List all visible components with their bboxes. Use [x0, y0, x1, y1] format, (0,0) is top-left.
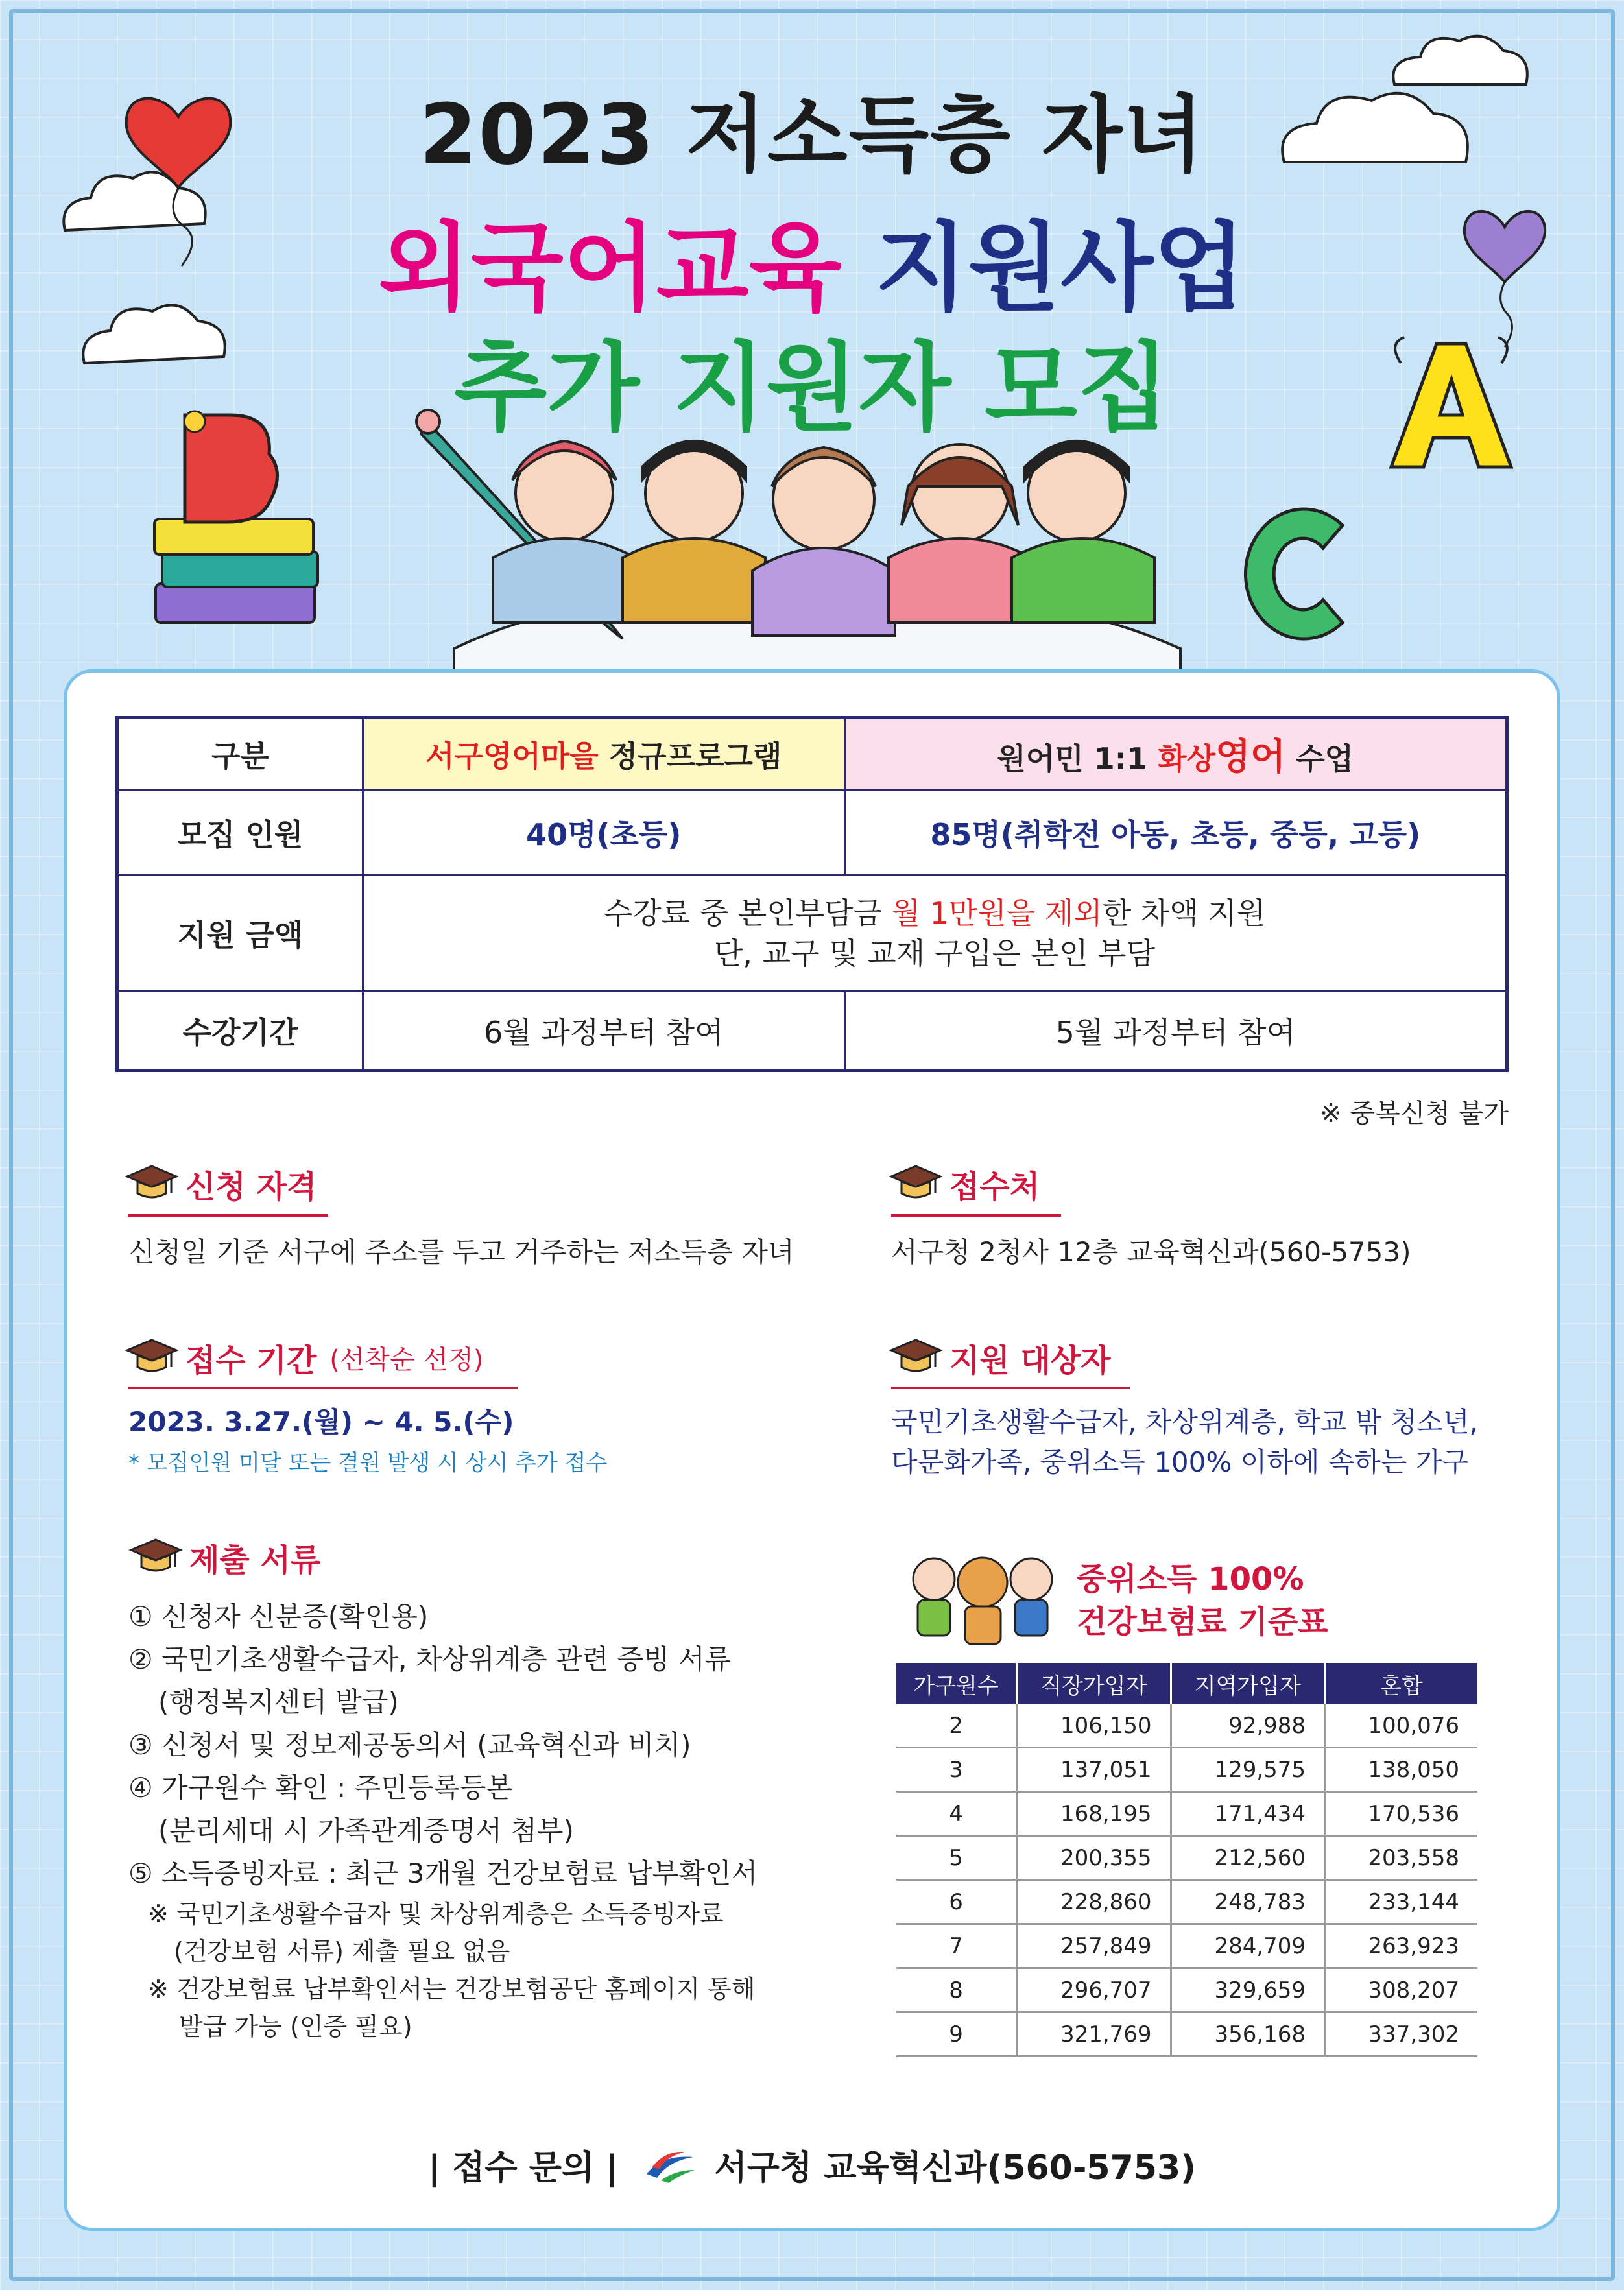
section-title: 제출 서류 [189, 1542, 321, 1579]
table-row: 4 168,195 171,434 170,536 [896, 1792, 1477, 1836]
list-item: ④ 가구원수 확인 : 주민등록등본 [128, 1772, 513, 1804]
list-item: (행정복지센터 발급) [158, 1686, 399, 1718]
section-documents [128, 1534, 320, 1580]
table-row [117, 992, 1507, 1071]
table-row: 8 296,707 329,659 308,207 [896, 1968, 1477, 2012]
section-target [889, 1335, 1111, 1380]
section-reception [889, 1161, 1040, 1206]
duplicate-note: ※ 중복신청 불가 [1320, 1099, 1509, 1128]
contact-text: 서구청 교육혁신과(560-5753) [714, 2149, 1196, 2188]
graduation-cap-icon [125, 1335, 179, 1380]
income-table [896, 1663, 1477, 2057]
books-icon [154, 519, 318, 623]
graduation-cap-icon [128, 1534, 183, 1580]
section-title: 접수 기간 [185, 1342, 317, 1379]
row-label: 지원 금액 [117, 875, 363, 992]
recruit-count-1: 40명(초등) [363, 791, 845, 875]
table-row: 5 200,355 212,560 203,558 [896, 1836, 1477, 1880]
seogu-logo-icon [643, 2148, 697, 2184]
documents-list [128, 1595, 758, 2045]
target-line1: 국민기초생활수급자, 차상위계층, 학교 밖 청소년, [891, 1406, 1478, 1438]
list-item: ② 국민기초생활수급자, 차상위계층 관련 증빙 서류 [128, 1643, 732, 1675]
list-item: (분리세대 시 가족관계증명서 첨부) [158, 1815, 574, 1846]
title-line2 [0, 191, 1624, 329]
column-header: 가구원수 [896, 1663, 1017, 1704]
table-row: 3 137,051 129,575 138,050 [896, 1748, 1477, 1792]
program-table [115, 716, 1509, 1072]
list-note: ※ 건강보험료 납부확인서는 건강보험공단 홈페이지 통해 [148, 1975, 756, 2003]
row-label: 모집 인원 [117, 791, 363, 875]
table-row [117, 875, 1507, 992]
column-header: 지역가입자 [1171, 1663, 1324, 1704]
title-program: 지원사업 [875, 212, 1247, 324]
section-title: 신청 자격 [185, 1168, 317, 1205]
course-period-1: 6월 과정부터 참여 [363, 992, 845, 1071]
title-highlight: 외국어교육 [377, 212, 842, 324]
graduation-cap-icon [125, 1161, 179, 1206]
list-note: ※ 국민기초생활수급자 및 차상위계층은 소득증빙자료 [148, 1900, 724, 1928]
graduation-cap-icon [889, 1161, 943, 1206]
divider [128, 1387, 518, 1389]
list-item: ① 신청자 신분증(확인용) [128, 1601, 429, 1632]
title-line1: 2023 저소득층 자녀 [419, 87, 1205, 184]
program-video-english: 원어민 1:1 화상영어 수업 [844, 718, 1507, 791]
reception-text: 서구청 2청사 12층 교육혁신과(560-5753) [891, 1236, 1411, 1268]
list-item: ⑤ 소득증빙자료 : 최근 3개월 건강보험료 납부확인서 [128, 1857, 758, 1889]
divider [891, 1387, 1130, 1389]
qualification-text: 신청일 기준 서구에 주소를 두고 거주하는 저소득층 자녀 [128, 1236, 794, 1268]
section-title: 지원 대상자 [949, 1342, 1111, 1379]
table-header [896, 1663, 1477, 1704]
contact-line [0, 2140, 1624, 2189]
list-item: ③ 신청서 및 정보제공동의서 (교육혁신과 비치) [128, 1729, 691, 1761]
table-row: 9 321,769 356,168 337,302 [896, 2012, 1477, 2057]
column-header: 직장가입자 [1017, 1663, 1171, 1704]
column-header: 혼합 [1325, 1663, 1477, 1704]
section-title: 접수처 [949, 1168, 1040, 1205]
table-row: 2 106,150 92,988 100,076 [896, 1704, 1477, 1748]
row-label: 구분 [117, 718, 363, 791]
letter-c-icon [1245, 509, 1343, 639]
list-note: 발급 가능 (인증 필요) [179, 2012, 412, 2041]
program-english-village: 서구영어마을 정규프로그램 [363, 718, 845, 791]
divider [128, 1214, 328, 1217]
divider [891, 1214, 1061, 1217]
table-row [117, 718, 1507, 791]
section-subtitle: (선착순 선정) [329, 1344, 484, 1375]
list-note: (건강보험 서류) 제출 필요 없음 [174, 1937, 510, 1966]
table-row [117, 791, 1507, 875]
section-qualification [125, 1161, 316, 1206]
table-row: 6 228,860 248,783 233,144 [896, 1880, 1477, 1924]
contact-label: | 접수 문의 | [428, 2149, 619, 2188]
recruit-count-2: 85명(취학전 아동, 초등, 중등, 고등) [844, 791, 1507, 875]
children-illustration [416, 410, 1180, 674]
graduation-cap-icon [889, 1335, 943, 1380]
row-label: 수강기간 [117, 992, 363, 1071]
target-line2: 다문화가족, 중위소득 100% 이하에 속하는 가구 [891, 1446, 1468, 1478]
income-title: 중위소득 100% 건강보험료 기준표 [1077, 1561, 1328, 1640]
section-period [125, 1335, 483, 1380]
period-note: * 모집인원 미달 또는 결원 발생 시 상시 추가 접수 [128, 1450, 608, 1476]
kids-mascot-icon [902, 1547, 1064, 1651]
period-dates: 2023. 3.27.(월) ~ 4. 5.(수) [128, 1406, 514, 1438]
table-row: 7 257,849 284,709 263,923 [896, 1924, 1477, 1968]
support-amount: 수강료 중 본인부담금 월 1만원을 제외한 차액 지원 단, 교구 및 교재 구입은 본인 부담 [363, 875, 1507, 992]
course-period-2: 5월 과정부터 참여 [844, 992, 1507, 1071]
title-line3: 추가 지원자 모집 [454, 332, 1170, 444]
